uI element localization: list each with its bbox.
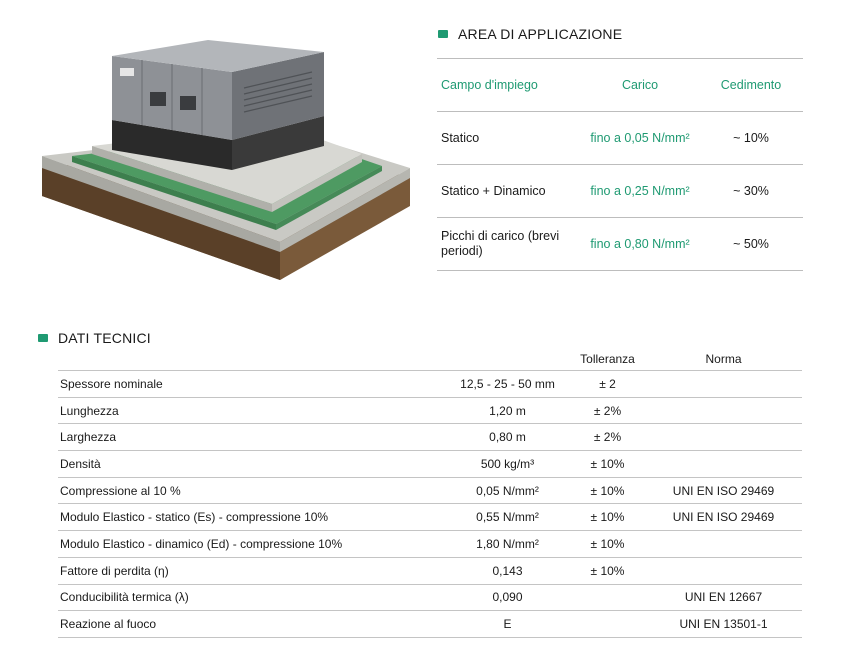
table-row xyxy=(58,450,802,477)
table-row xyxy=(58,530,802,557)
column-header-use: Campo d'impiego xyxy=(441,77,538,92)
property-cell: Densità xyxy=(60,456,101,471)
application-table-header xyxy=(437,58,803,111)
value-cell: 0,143 xyxy=(492,563,523,578)
application-row xyxy=(437,111,803,164)
use-cell: Statico xyxy=(441,130,480,145)
value-cell: 0,80 m xyxy=(489,430,526,445)
technical-data-title-text: DATI TECNICI xyxy=(58,330,151,346)
table-row xyxy=(58,503,802,530)
use-cell: Picchi di carico (brevi periodi) xyxy=(441,229,560,258)
property-cell: Compressione al 10 % xyxy=(60,483,181,498)
column-header-settlement: Cedimento xyxy=(720,78,782,92)
load-cell: fino a 0,05 N/mm² xyxy=(590,131,690,145)
standard-cell: UNI EN 13501-1 xyxy=(679,617,768,632)
tolerance-cell: ± 2 xyxy=(599,376,616,391)
property-cell: Modulo Elastico - statico (Es) - compressione 10% xyxy=(60,510,329,525)
settlement-cell: ~ 30% xyxy=(733,184,769,198)
application-row xyxy=(437,164,803,217)
tolerance-cell: ± 10% xyxy=(590,456,625,471)
tolerance-cell: ± 2% xyxy=(593,430,622,445)
standard-cell: UNI EN ISO 29469 xyxy=(672,510,775,525)
property-cell: Reazione al fuoco xyxy=(60,617,157,632)
technical-table-header xyxy=(58,344,802,370)
tolerance-cell: ± 2% xyxy=(593,403,622,418)
tolerance-cell: ± 10% xyxy=(590,510,625,525)
property-cell: Fattore di perdita (η) xyxy=(60,563,169,578)
technical-rows xyxy=(58,370,802,638)
property-cell: Larghezza xyxy=(60,430,117,445)
settlement-cell: ~ 10% xyxy=(733,131,769,145)
table-row xyxy=(58,370,802,397)
load-cell: fino a 0,80 N/mm² xyxy=(590,237,690,251)
application-area-title xyxy=(438,26,622,42)
column-header-load: Carico xyxy=(621,78,659,92)
value-cell: 0,090 xyxy=(492,590,523,605)
application-row xyxy=(437,217,803,271)
application-area-table xyxy=(437,58,803,271)
tolerance-cell: ± 10% xyxy=(590,563,625,578)
value-cell: 500 kg/m³ xyxy=(480,456,535,471)
application-area-title-text: AREA DI APPLICAZIONE xyxy=(458,26,623,42)
property-cell: Conducibilità termica (λ) xyxy=(60,590,189,605)
value-cell: E xyxy=(503,617,512,632)
table-row xyxy=(58,557,802,584)
load-cell: fino a 0,25 N/mm² xyxy=(590,184,690,198)
table-row xyxy=(58,397,802,424)
value-cell: 0,55 N/mm² xyxy=(476,510,539,525)
table-row xyxy=(58,477,802,504)
property-cell: Lunghezza xyxy=(60,403,119,418)
section-bullet-icon xyxy=(438,30,448,38)
standard-cell: UNI EN 12667 xyxy=(684,590,763,605)
value-cell: 12,5 - 25 - 50 mm xyxy=(460,376,555,391)
settlement-cell: ~ 50% xyxy=(733,237,769,251)
property-cell: Spessore nominale xyxy=(60,376,163,391)
use-cell: Statico + Dinamico xyxy=(441,183,546,198)
table-row xyxy=(58,610,802,638)
value-cell: 1,80 N/mm² xyxy=(476,536,539,551)
generator-illustration xyxy=(32,28,412,288)
property-cell: Modulo Elastico - dinamico (Ed) - compressione 10% xyxy=(60,536,343,551)
column-header-tolerance: Tolleranza xyxy=(580,352,635,366)
tolerance-cell: ± 10% xyxy=(590,483,625,498)
table-row xyxy=(58,584,802,611)
technical-data-table xyxy=(58,344,802,638)
tolerance-cell: ± 10% xyxy=(590,536,625,551)
section-bullet-icon xyxy=(38,334,48,342)
table-row xyxy=(58,423,802,450)
value-cell: 1,20 m xyxy=(489,403,526,418)
value-cell: 0,05 N/mm² xyxy=(476,483,539,498)
standard-cell: UNI EN ISO 29469 xyxy=(672,483,775,498)
column-header-standard: Norma xyxy=(705,352,742,366)
